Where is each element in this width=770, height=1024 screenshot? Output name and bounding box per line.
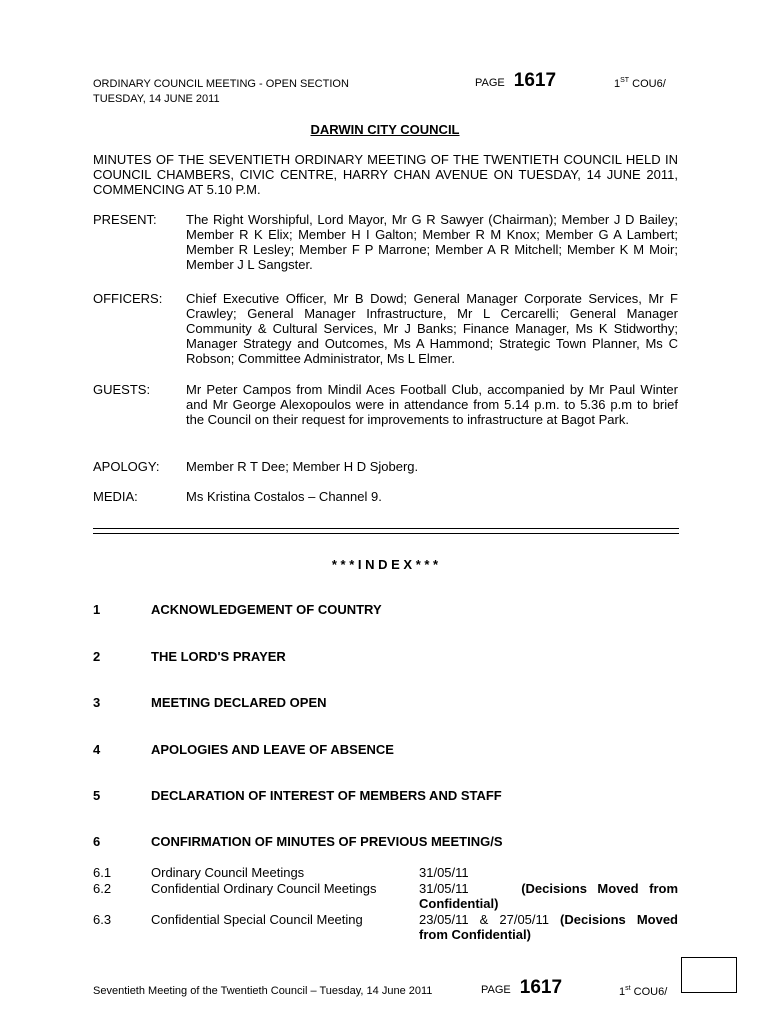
sub-index-item xyxy=(93,912,678,942)
attendance-guests xyxy=(93,382,678,427)
index-item xyxy=(93,788,502,803)
attendance-label: GUESTS: xyxy=(93,382,151,397)
index-title: CONFIRMATION OF MINUTES OF PREVIOUS MEETING/S xyxy=(151,834,503,849)
footer-cou-prefix: 1 xyxy=(619,986,626,998)
index-item xyxy=(93,602,382,617)
index-title: ACKNOWLEDGEMENT OF COUNTRY xyxy=(151,602,382,617)
cou-prefix: 1 xyxy=(614,78,621,90)
running-header xyxy=(93,77,349,107)
index-title: MEETING DECLARED OPEN xyxy=(151,695,327,710)
attendance-apology xyxy=(93,459,678,474)
sub-index-item xyxy=(93,865,678,880)
cou-suffix: COU6/ xyxy=(629,78,666,90)
footer-page xyxy=(481,977,562,999)
index-number: 3 xyxy=(93,695,101,710)
header-cou-ref xyxy=(614,77,666,90)
index-number: 5 xyxy=(93,788,101,803)
index-title: THE LORD'S PRAYER xyxy=(151,649,286,664)
page-stamp-box xyxy=(681,957,737,993)
attendance-text: Chief Executive Officer, Mr B Dowd; General Manager Corporate Services, Mr F Crawley; General Manager Infrastructure, Mr L Cercarelli; General Manager Community & Cultural Services, Mr J Banks; Finance Manager, Ms K Stidworthy; Manager Strategy and Outcomes, Ms A Hammond; Strategic Town Planner, Ms C Robson; Committee Administrator, Ms L Elmer. xyxy=(186,291,678,366)
attendance-label: PRESENT: xyxy=(93,212,157,227)
attendance-label: APOLOGY: xyxy=(93,459,160,474)
sub-index-date-cell xyxy=(419,912,678,942)
sub-index-number: 6.3 xyxy=(93,912,112,927)
meeting-section-label: ORDINARY COUNCIL MEETING - OPEN SECTION xyxy=(93,78,349,90)
sub-index-note: (Decisions Moved from Confidential) xyxy=(419,912,678,942)
index-number: 6 xyxy=(93,834,101,849)
document-title: DARWIN CITY COUNCIL xyxy=(310,122,460,137)
attendance-text: The Right Worshipful, Lord Mayor, Mr G R Sawyer (Chairman); Member J D Bailey; Member R K Elix; Member H I Galton; Member R M Knox; Member G A Lambert; Member R Lesley; Member F P Marrone; Member A R Mitchell; Member K M Moir; Member J L Sangster. xyxy=(186,212,678,272)
divider-rule xyxy=(93,533,679,534)
attendance-text: Mr Peter Campos from Mindil Aces Football Club, accompanied by Mr Paul Winter and Mr George Alexopoulos were in attendance from 5.14 p.m. to 5.36 p.m to brief the Council on their request for improvements to infrastructure at Bagot Park. xyxy=(186,382,678,427)
sub-index-note: (Decisions Moved from Confidential) xyxy=(419,881,679,911)
index-item xyxy=(93,834,503,849)
footer-cou-ref xyxy=(619,985,667,998)
footer-text: Seventieth Meeting of the Twentieth Council – Tuesday, 14 June 2011 xyxy=(93,985,433,997)
index-title: APOLOGIES AND LEAVE OF ABSENCE xyxy=(151,742,394,757)
sub-index-name: Confidential Special Council Meeting xyxy=(151,912,363,927)
attendance-label: OFFICERS: xyxy=(93,291,163,306)
divider-rule xyxy=(93,528,679,529)
index-heading: * * * I N D E X * * * xyxy=(331,557,439,572)
index-item xyxy=(93,695,327,710)
sub-index-date: 23/05/11 & 27/05/11 xyxy=(419,912,550,927)
sub-index-date: 31/05/11 xyxy=(419,881,469,896)
index-number: 2 xyxy=(93,649,101,664)
sub-index-date-cell xyxy=(419,881,678,911)
page-number: 1617 xyxy=(513,70,557,91)
index-number: 4 xyxy=(93,742,101,757)
minutes-intro: MINUTES OF THE SEVENTIETH ORDINARY MEETING OF THE TWENTIETH COUNCIL HELD IN COUNCIL CHAMBERS, CIVIC CENTRE, HARRY CHAN AVENUE ON TUESDAY, 14 JUNE 2011, COMMENCING AT 5.10 P.M. xyxy=(93,152,678,197)
attendance-media xyxy=(93,489,678,504)
sub-index-number: 6.1 xyxy=(93,865,112,880)
footer-page-label: PAGE xyxy=(481,984,511,996)
cou-sup: ST xyxy=(620,77,630,84)
sub-index-number: 6.2 xyxy=(93,881,112,896)
index-item xyxy=(93,742,394,757)
footer-page-number: 1617 xyxy=(519,977,563,998)
footer-cou-suffix: COU6/ xyxy=(630,986,668,998)
index-number: 1 xyxy=(93,602,101,617)
sub-index-date: 31/05/11 xyxy=(419,865,469,880)
sub-index-item xyxy=(93,881,678,911)
sub-index-name: Ordinary Council Meetings xyxy=(151,865,305,880)
sub-index-date-cell xyxy=(419,865,678,880)
index-item xyxy=(93,649,286,664)
attendance-text: Ms Kristina Costalos – Channel 9. xyxy=(186,489,382,504)
attendance-label: MEDIA: xyxy=(93,489,138,504)
header-page xyxy=(475,70,556,92)
page-label: PAGE xyxy=(475,77,505,89)
attendance-present xyxy=(93,212,678,272)
attendance-text: Member R T Dee; Member H D Sjoberg. xyxy=(186,459,419,474)
meeting-date-label: TUESDAY, 14 JUNE 2011 xyxy=(93,93,220,105)
attendance-officers xyxy=(93,291,678,366)
index-title: DECLARATION OF INTEREST OF MEMBERS AND STAFF xyxy=(151,788,502,803)
footer-cou-sup: st xyxy=(625,985,631,992)
sub-index-name: Confidential Ordinary Council Meetings xyxy=(151,881,377,896)
